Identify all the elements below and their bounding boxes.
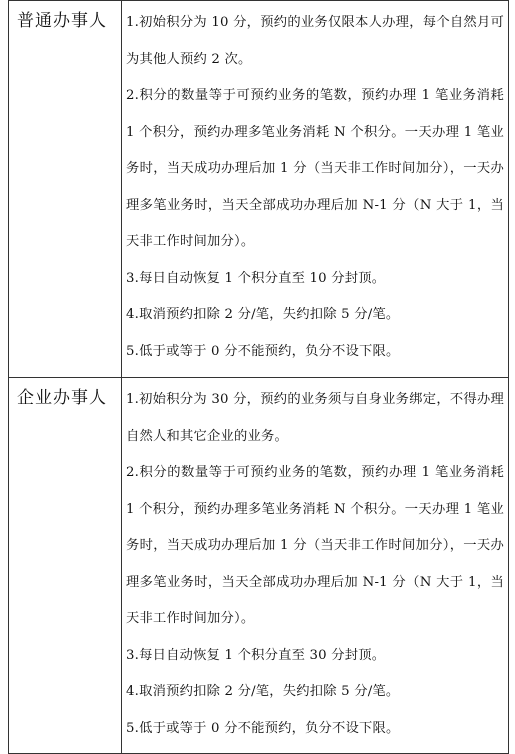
role-label-enterprise: 企业办事人 [9,378,122,754]
rule-item: 2.积分的数量等于可预约业务的笔数，预约办理 1 笔业务消耗 1 个积分，预约办理多笔业务消耗 N 个积分。一天办理 1 笔业务时，当天成功办理后加 1 分（当天非工作时间加分），一天办理多笔业务时，当天全部成功办理后加 N-1 分（N 大于 1，当天非工作时间加分）。 [126,465,504,626]
rule-item: 5.低于或等于 0 分不能预约，负分不设下限。 [126,343,400,359]
rule-item: 2.积分的数量等于可预约业务的笔数，预约办理 1 笔业务消耗 1 个积分，预约办理多笔业务消耗 N 个积分。一天办理 1 笔业务时，当天成功办理后加 1 分（当天非工作时间加分），一天办理多笔业务时，当天全部成功办理后加 N-1 分（N 大于 1，当天非工作时间加分）。 [126,88,504,249]
points-rules-table [8,0,509,754]
rules-cell-enterprise [122,378,509,754]
rule-item: 1.初始积分为 10 分，预约的业务仅限本人办理，每个自然月可为其他人预约 2 次。 [126,15,504,67]
rule-item: 4.取消预约扣除 2 分/笔，失约扣除 5 分/笔。 [126,684,400,699]
rule-item: 3.每日自动恢复 1 个积分直至 30 分封顶。 [126,647,386,663]
role-label-individual: 普通办事人 [9,1,122,378]
rule-item: 3.每日自动恢复 1 个积分直至 10 分封顶。 [126,270,386,286]
rule-item: 5.低于或等于 0 分不能预约，负分不设下限。 [126,720,400,736]
rules-cell-individual [122,1,509,378]
table-row-individual [9,1,509,378]
table-row-enterprise [9,378,509,754]
rule-item: 4.取消预约扣除 2 分/笔，失约扣除 5 分/笔。 [126,307,400,322]
rule-item: 1.初始积分为 30 分，预约的业务须与自身业务绑定，不得办理自然人和其它企业的业务。 [126,392,504,444]
